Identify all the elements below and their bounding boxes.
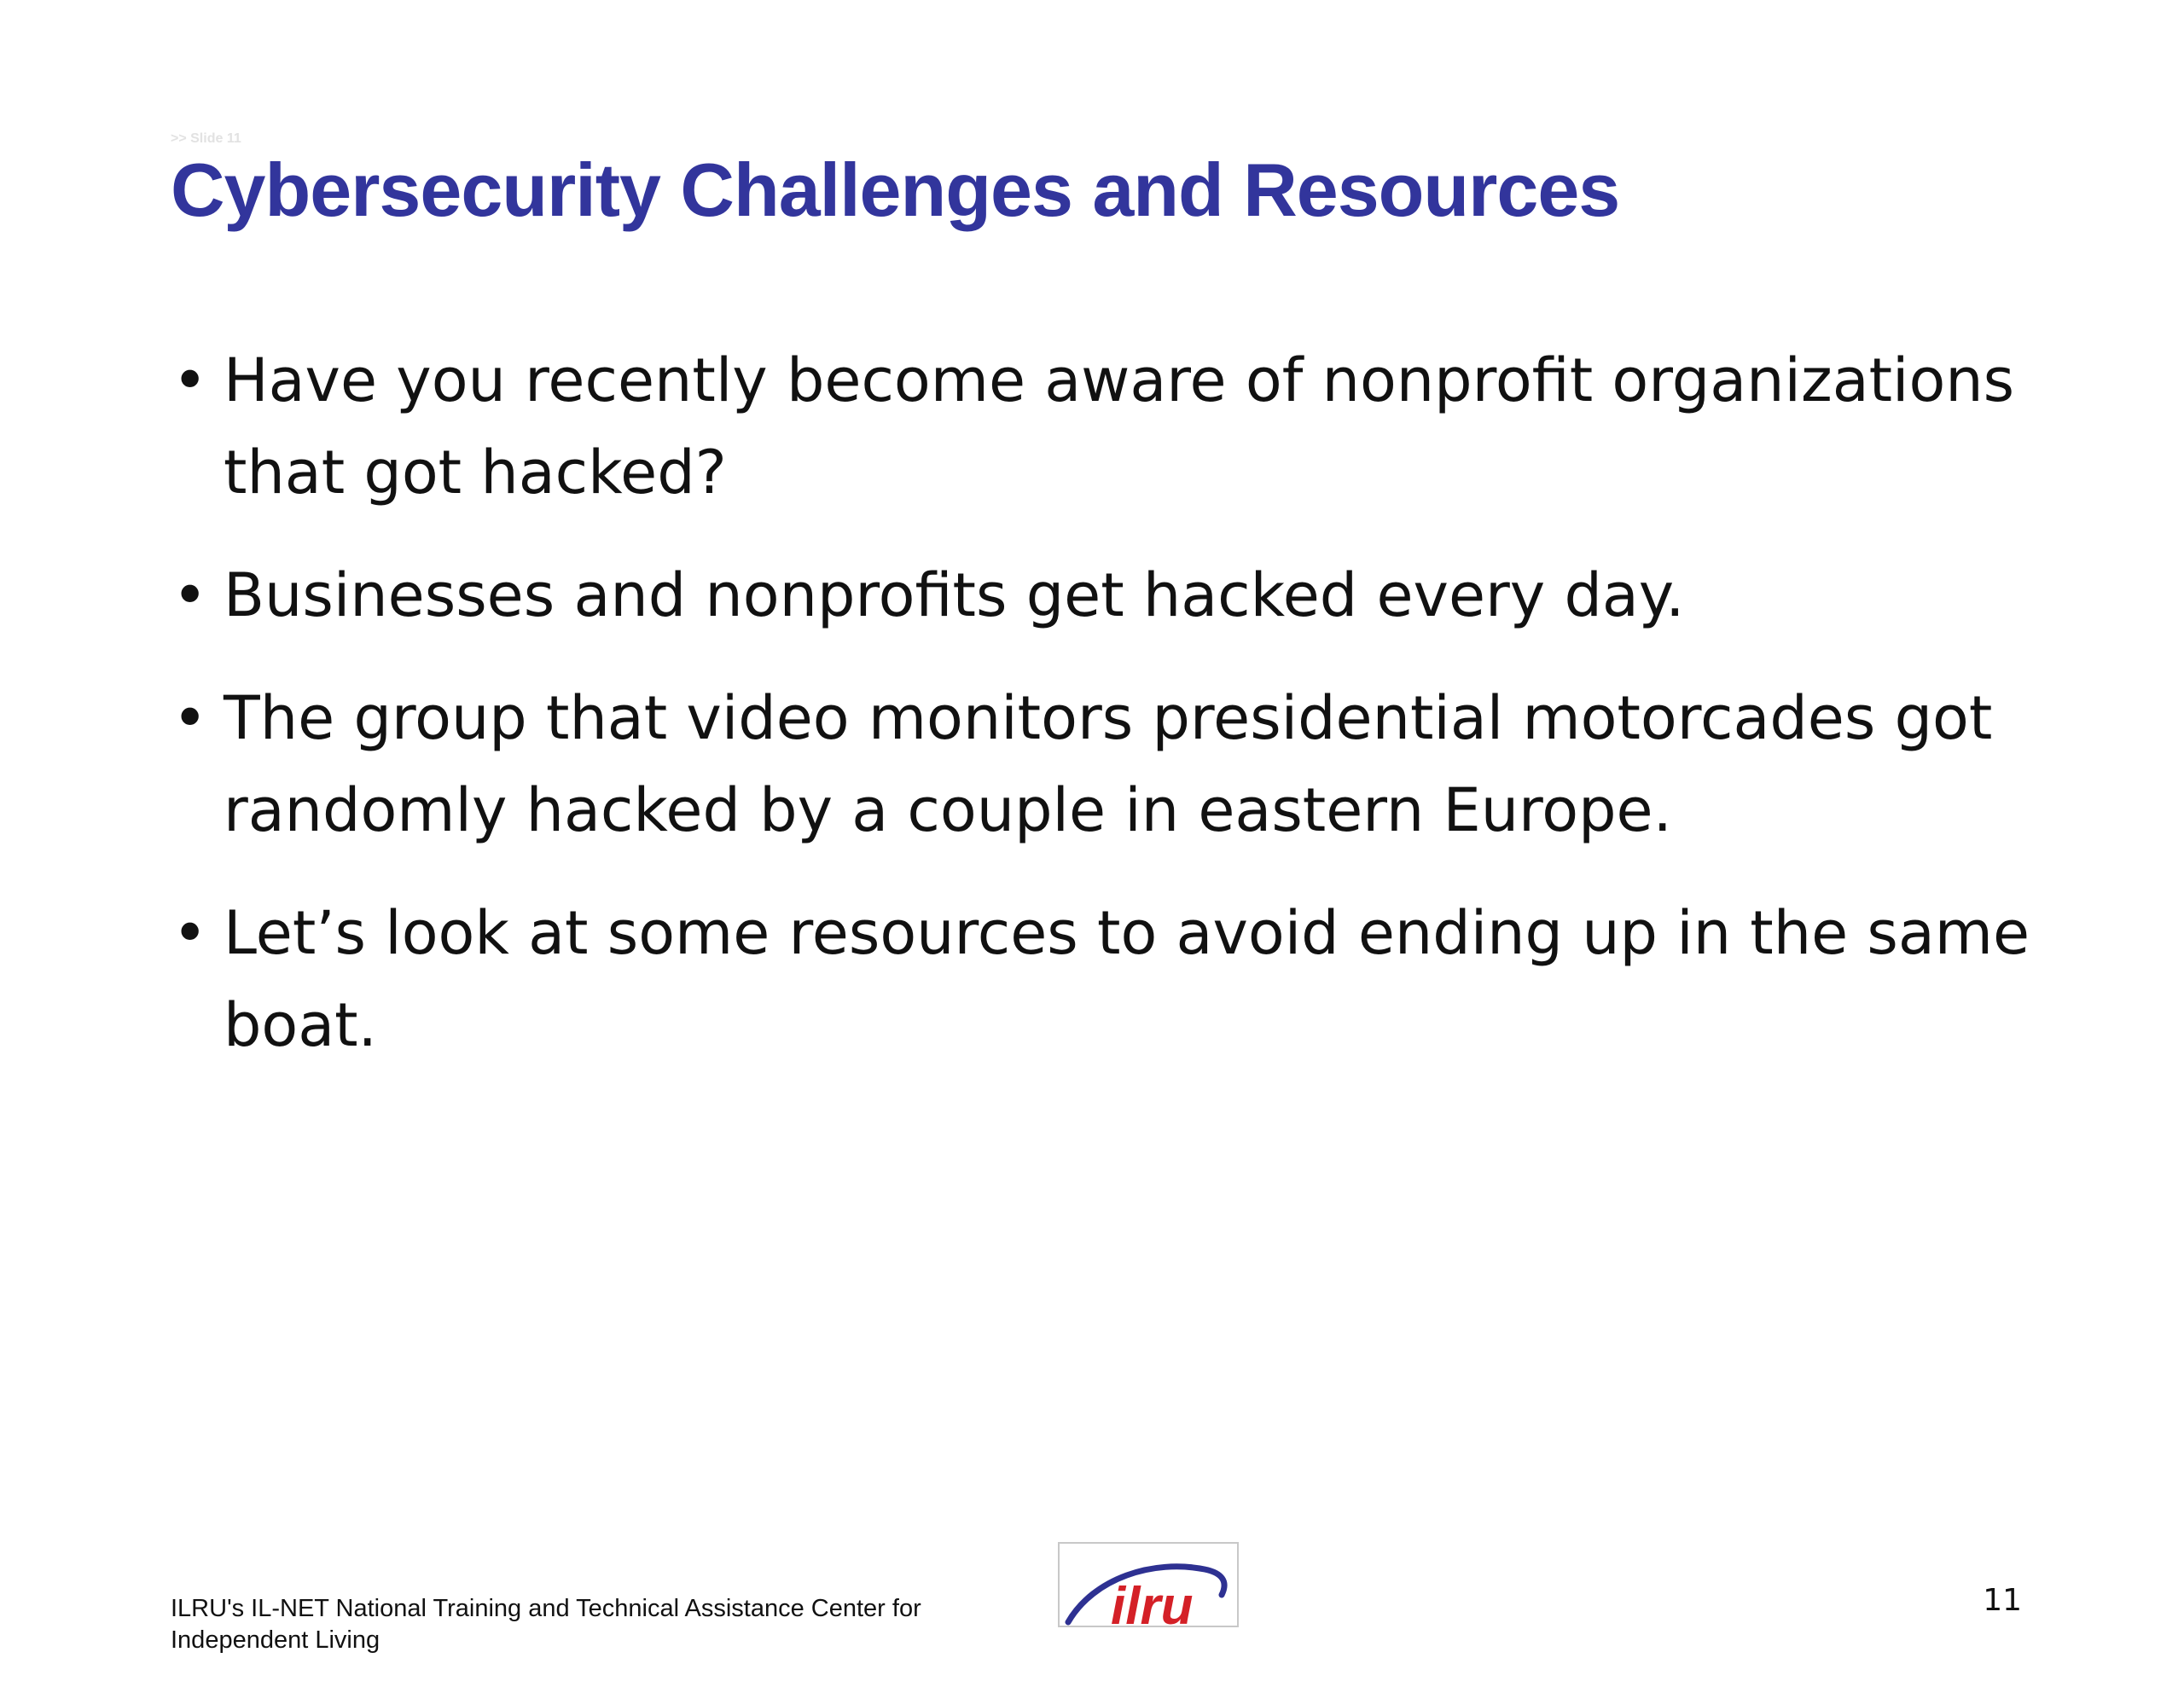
ilru-logo <box>1058 1542 1239 1627</box>
bullet-text: Have you recently become aware of nonprofit organizations that got hacked? <box>224 345 2015 507</box>
bullet-dot: • <box>172 345 208 415</box>
slide-title: Cybersecurity Challenges and Resources <box>171 148 1620 232</box>
bullet-item <box>171 549 2065 641</box>
page-number: 11 <box>1983 1583 2022 1618</box>
bullet-dot: • <box>172 683 208 753</box>
bullet-text: The group that video monitors presidential motorcades got randomly hacked by a couple in eastern Europe. <box>224 683 1993 845</box>
footer-organization: ILRU's IL-NET National Training and Technical Assistance Center for Independent Living <box>171 1595 921 1654</box>
bullet-item <box>171 887 2065 1071</box>
bullet-dot: • <box>172 560 208 630</box>
bullet-item <box>171 672 2065 856</box>
bullet-dot: • <box>172 898 208 968</box>
bullet-text: Let’s look at some resources to avoid ending up in the same boat. <box>224 898 2030 1060</box>
bullet-item <box>171 334 2065 519</box>
bullet-text: Businesses and nonprofits get hacked every day. <box>224 560 1685 630</box>
ilru-logo-icon <box>1060 1544 1240 1629</box>
bullet-list <box>171 334 2065 1102</box>
logo-text: ilru <box>1111 1577 1194 1629</box>
slide-marker: >> Slide 11 <box>171 131 241 146</box>
